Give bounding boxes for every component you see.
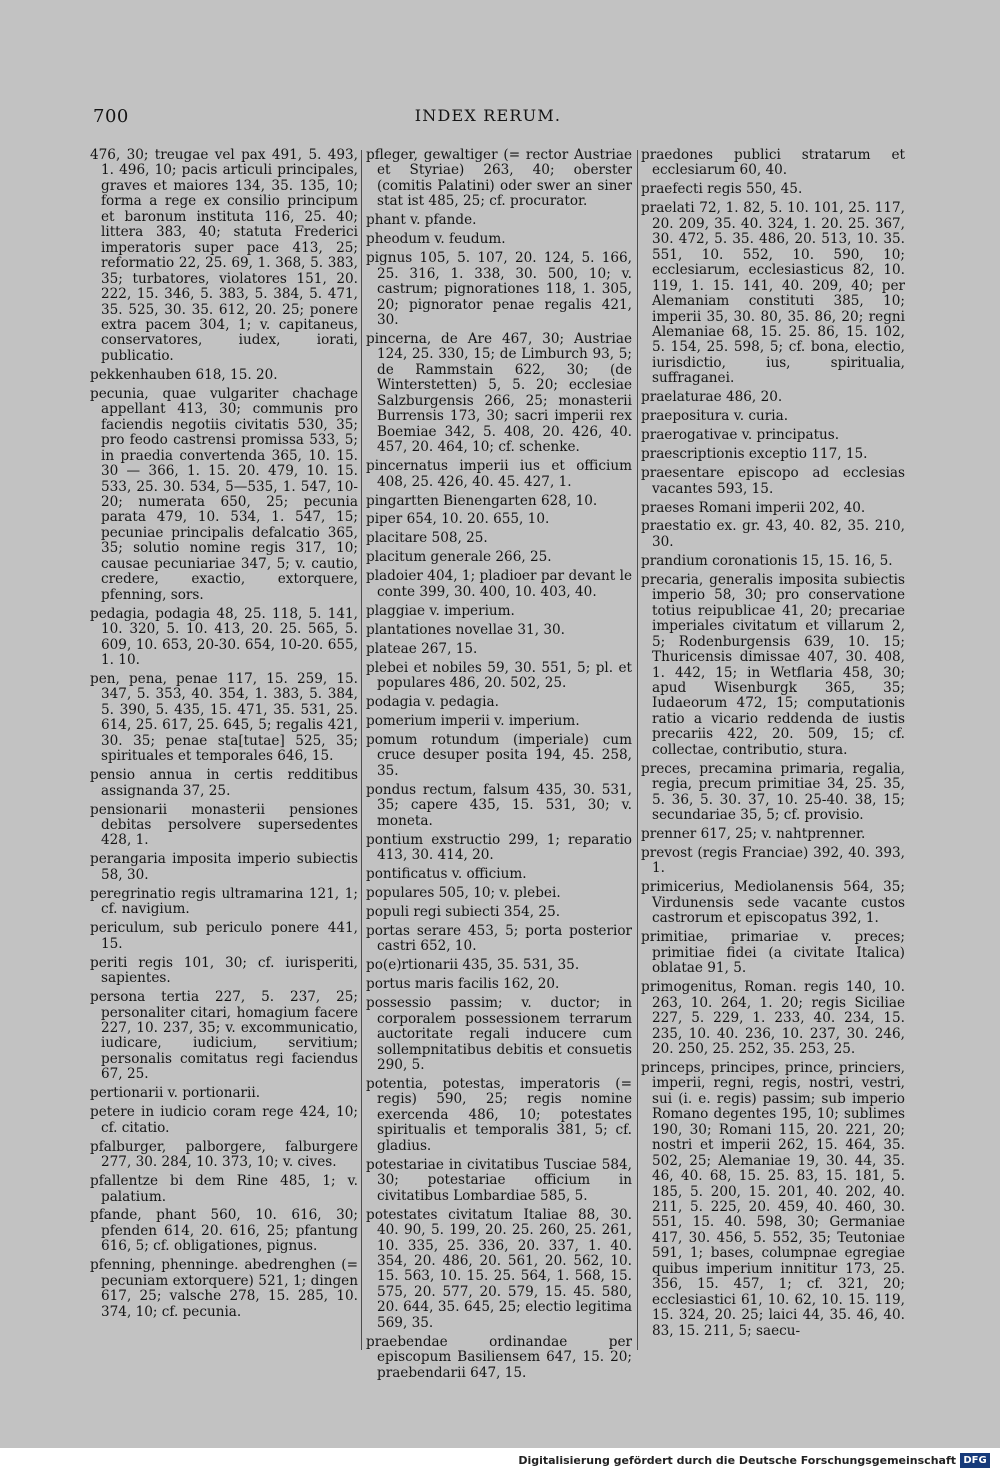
index-entry: pomum rotundum (imperiale) cum cruce desuper posita 194, 45. 258, 35. [366,731,632,779]
index-entry: populares 505, 10; v. plebei. [366,884,561,901]
index-entry: peregrinatio regis ultramarina 121, 1; cf. navigium. [90,885,358,918]
index-entry: pekkenhauben 618, 15. 20. [90,366,278,383]
index-entry: prandium coronationis 15, 15. 16, 5. [641,552,893,569]
index-entry: potestates civitatum Italiae 88, 30. 40. 90, 5. 199, 20. 25. 260, 25. 261, 10. 335, 25. 336, 20. 337, 1. 40. 354, 20. 486, 20. 561, 20. 562, 10. 15. 563, 10. 15. 25. 564, 1. 568, 15. 575, 20. 577, 20. 579, 15. 45. 580, 20. 644, 35. 645, 25; electio legitima 569, 35. [366,1206,632,1331]
index-entry: plaggiae v. imperium. [366,602,515,619]
index-entry: potestariae in civitatibus Tusciae 584, 30; potestariae officium in civitatibus Lombardiae 585, 5. [366,1156,632,1204]
index-entry: praescriptionis exceptio 117, 15. [641,446,868,463]
index-entry: prenner 617, 25; v. nahtprenner. [641,826,866,843]
index-entry: piper 654, 10. 20. 655, 10. [366,511,550,528]
index-entry: plantationes novellae 31, 30. [366,621,565,638]
index-entry: praefecti regis 550, 45. [641,181,803,198]
index-entry: persona tertia 227, 5. 237, 25; personaliter citari, homagium facere 227, 10. 237, 35; v. excommunicatio, iudicare, iudicium, servitium; personalis comitatus regi faciendus 67, 25. [90,989,358,1083]
index-entry: pincerna, de Are 467, 30; Austriae 124, 25. 330, 15; de Limburch 93, 5; de Rammstain 622, 30; (de Winterstetten) 5, 5. 20; ecclesiae Salzburgensis 266, 25; monasterii Burrensis 173, 30; sacri imperii rex Boemiae 342, 5. 408, 20. 426, 40. 457, 20. 464, 10; cf. schenke. [366,330,632,456]
index-entry: primogenitus, Roman. regis 140, 10. 263, 10. 264, 1. 20; regis Siciliae 227, 5. 229, 1. 233, 40. 234, 15. 235, 10. 40. 236, 10. 237, 30. 246, 20. 250, 25. 252, 35. 253, 25. [641,979,905,1057]
index-entry: pondus rectum, falsum 435, 30. 531, 35; capere 435, 15. 531, 30; v. moneta. [366,781,632,829]
index-entry: pontium exstructio 299, 1; reparatio 413, 30. 414, 20. [366,831,632,864]
page-number: 700 [93,106,129,127]
index-entry: pfenning, phenninge. abedrenghen (= pecuniam extorquere) 521, 1; dingen 617, 25; valsche 278, 15. 285, 10. 374, 10; cf. pecunia. [90,1257,358,1320]
index-column-middle [366,147,632,1381]
index-entry: pen, pena, penae 117, 15. 259, 15. 347, 5. 353, 40. 354, 1. 383, 5. 384, 5. 390, 5. 435, 15. 471, 35. 531, 25. 614, 25. 617, 25. 645, 5; regalis 421, 30. 35; penae sta[tutae] 525, 35; spirituales et temporales 646, 15. [90,670,358,765]
index-entry: periculum, sub periculo ponere 441, 15. [90,920,358,952]
index-entry: podagia v. pedagia. [366,694,499,710]
index-column-right [641,148,905,1358]
index-entry: plebei et nobiles 59, 30. 551, 5; pl. et populares 486, 20. 502, 25. [366,659,632,692]
index-column-left [90,148,358,1358]
running-title: INDEX RERUM. [414,106,562,125]
index-entry: pheodum v. feudum. [366,231,506,248]
index-entry: portas serare 453, 5; porta posterior castri 652, 10. [366,922,632,955]
index-entry: precaria, generalis imposita subiectis imperio 58, 30; pro conservatione totius reipublicae 41, 20; precariae imperiales civitatum et villarum 2, 5; Rodenburgensis 639, 10. 15; Thuricensis dimissae 407, 30. 408, 1. 442, 15; in Wetflaria 458, 30; apud Wisenburgk 365, 35; Iudaeorum 472, 15; computationis ratio a vicario reddenda de iustis precariis 422, 20. 509, 15; cf. collectae, contributio, stura. [641,571,905,758]
column-divider [361,150,362,1350]
index-entry: phant v. pfande. [366,212,477,229]
index-entry: preces, precamina primaria, regalia, regia, precum primitiae 34, 25. 35, 5. 36, 5. 30. 37, 10. 25-40. 38, 15; secundariae 35, 5; cf. provisio. [641,760,905,824]
index-entry: petere in iudicio coram rege 424, 10; cf. citatio. [90,1104,358,1136]
index-entry: praelaturae 486, 20. [641,389,783,406]
index-entry: pedagia, podagia 48, 25. 118, 5. 141, 10. 320, 5. 10. 413, 20. 25. 565, 5. 609, 10. 653, 20-30. 654, 10-20. 655, 1. 10. [90,605,358,668]
dfg-logo: DFG [960,1453,990,1468]
index-entry: 476, 30; treugae vel pax 491, 5. 493, 1. 496, 10; pacis articuli principales, graves et maiores 134, 35. 135, 10; forma a rege ex consilio principum et baronum instituta 116, 25. 40; littera 383, 40; statuta Frederici imperatoris super pace 413, 25; reformatio 22, 25. 69, 1. 368, 5. 383, 35; turbatores, violatores 151, 20. 222, 15. 346, 5. 383, 5. 384, 5. 471, 35. 525, 30. 35. 612, 20. 25; ponere extra pacem 304, 1; v. capitaneus, conservatores, iudex, iorati, publicatio. [90,147,358,364]
index-entry: potentia, potestas, imperatoris (= regis) 590, 25; regis nomine exercenda 486, 10; potestates spiritualis et temporalis 381, 5; cf. gladius. [366,1075,632,1154]
index-entry: perangaria imposita imperio subiectis 58, 30. [90,851,358,883]
index-entry: praedones publici stratarum et ecclesiarum 60, 40. [641,147,905,179]
index-entry: po(e)rtionarii 435, 35. 531, 35. [366,957,580,974]
index-entry: pontificatus v. officium. [366,866,527,883]
index-entry: pertionarii v. portionarii. [90,1085,261,1102]
index-entry: prevost (regis Franciae) 392, 40. 393, 1. [641,845,905,877]
index-entry: praestatio ex. gr. 43, 40. 82, 35. 210, 30. [641,518,905,550]
index-entry: portus maris facilis 162, 20. [366,976,560,993]
index-entry: possessio passim; v. ductor; in corporalem possessionem terrarum auctoritate regali inducere cum sollempnitatibus debitis et consuetis 290, 5. [366,995,632,1074]
index-entry: pingartten Bienengarten 628, 10. [366,492,598,509]
index-entry: placitare 508, 25. [366,530,488,547]
index-entry: pladoier 404, 1; pladioer par devant le conte 399, 30. 400, 10. 403, 40. [366,568,632,600]
index-entry: praesentare episcopo ad ecclesias vacantes 593, 15. [641,465,905,497]
index-entry: praerogativae v. principatus. [641,427,840,444]
index-entry: princeps, principes, prince, princiers, imperii, regni, regis, nostri, vestri, sui (i. e. regis) passim; sub imperio Romano degentes 195, 10; sublimes 190, 30; Romani 115, 20. 221, 20; nostri et imperii 262, 15. 464, 35. 502, 25; Alemaniae 19, 30. 44, 35. 46, 40. 68, 15. 25. 83, 15. 181, 5. 185, 5. 200, 15. 201, 40. 202, 40. 211, 5. 225, 20. 459, 40. 460, 30. 551, 15. 40. 598, 30; Germaniae 417, 30. 456, 5. 552, 35; Teutoniae 591, 1; bases, columpnae egregiae quibus imperium innititur 173, 25. 356, 15. 457, 1; cf. 321, 20; ecclesiastici 61, 10. 62, 10. 15. 119, 15. 324, 20. 25; laici 44, 35. 46, 40. 83, 15. 211, 5; saecu- [641,1059,905,1339]
index-entry: praebendae ordinandae per episcopum Basiliensem 647, 15. 20; praebendarii 647, 15. [366,1333,632,1381]
index-entry: pomerium imperii v. imperium. [366,712,580,729]
column-divider [637,150,638,1350]
index-entry: primitiae, primariae v. preces; primitiae fidei (a civitate Italica) oblatae 91, 5. [641,929,905,977]
funding-credit: Digitalisierung gefördert durch die Deutsche Forschungsgemeinschaft [518,1454,956,1467]
index-entry: placitum generale 266, 25. [366,549,552,566]
page-header [93,106,883,130]
index-entry: primicerius, Mediolanensis 564, 35; Virdunensis sede vacante custos castrorum et episcopatus 392, 1. [641,879,905,927]
index-entry: periti regis 101, 30; cf. iurisperiti, sapientes. [90,954,358,987]
index-entry: pincernatus imperii ius et officium 408, 25. 426, 40. 45. 427, 1. [366,458,632,490]
footer-bar [0,1448,1000,1474]
index-entry: pignus 105, 5. 107, 20. 124, 5. 166, 25. 316, 1. 338, 30. 500, 10; v. castrum; pignorationes 118, 1. 305, 20; pignorator penae regalis 421, 30. [366,250,632,329]
index-entry: populi regi subiecti 354, 25. [366,903,561,920]
index-entry: pfalburger, palborgere, falburgere 277, 30. 284, 10. 373, 10; v. cives. [90,1138,358,1171]
index-entry: pfleger, gewaltiger (= rector Austriae et Styriae) 263, 40; oberster (comitis Palatini) oder swer an siner stat ist 485, 25; cf. procurator. [366,147,632,210]
index-entry: pensionarii monasterii pensiones debitas persolvere supersedentes 428, 1. [90,801,358,849]
index-entry: praepositura v. curia. [641,408,789,425]
index-entry: pfallentze bi dem Rine 485, 1; v. palatium. [90,1173,358,1205]
index-entry: pensio annua in certis redditibus assignanda 37, 25. [90,767,358,799]
index-entry: praeses Romani imperii 202, 40. [641,499,866,516]
index-entry: plateae 267, 15. [366,640,478,657]
index-entry: pecunia, quae vulgariter chachage appellant 413, 30; communis pro faciendis negotiis civitatis 530, 35; pro feodo castrensi promissa 533, 5; in praedia convertenda 365, 10. 15. 30 — 366, 1. 15. 20. 479, 10. 15. 533, 25. 30. 534, 5—535, 1. 547, 10-20; numerata 650, 25; pecunia parata 479, 10. 534, 1. 547, 15; pecuniae principalis defalcatio 365, 35; solutio nomine regis 317, 10; causae pecuniariae 347, 5; v. cautio, credere, exactio, extorquere, pfenning, sors. [90,385,358,603]
index-entry: praelati 72, 1. 82, 5. 10. 101, 25. 117, 20. 209, 35. 40. 324, 1. 20. 25. 367, 30. 472, 5. 35. 486, 20. 513, 10. 35. 551, 10. 552, 10. 590, 10; ecclesiarum, ecclesiasticus 82, 10. 119, 1. 15. 141, 40. 209, 40; per Alemaniam constituti 385, 10; imperii 35, 30. 80, 35. 86, 20; regni Alemaniae 68, 15. 25. 86, 15. 102, 5. 154, 25. 598, 5; cf. bona, electio, iurisdictio, ius, spiritualia, suffraganei. [641,200,905,387]
index-entry: pfande, phant 560, 10. 616, 30; pfenden 614, 20. 616, 25; pfantung 616, 5; cf. obligationes, pignus. [90,1207,358,1255]
